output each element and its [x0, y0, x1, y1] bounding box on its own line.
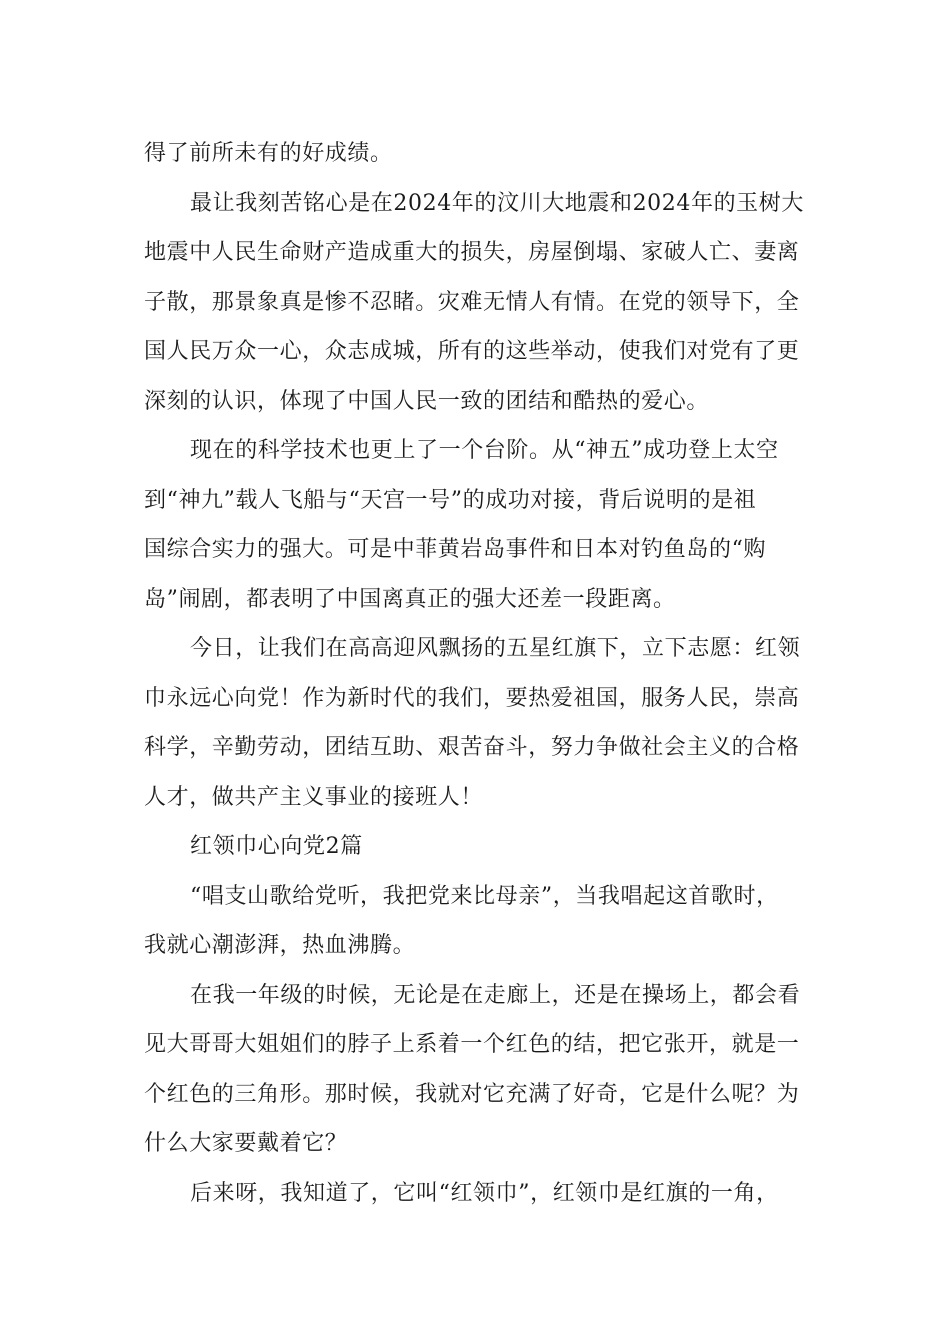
document-body: [144, 129, 808, 1218]
text-line: 最让我刻苦铭心是在2024年的汶川大地震和2024年的玉树大: [190, 190, 804, 216]
text-line: 人才，做共产主义事业的接班人！: [144, 784, 484, 810]
text-line: 到“神九”载人飞船与“天宫一号”的成功对接，背后说明的是祖: [144, 487, 757, 513]
text-line: “唱支山歌给党听，我把党来比母亲”，当我唱起这首歌时，: [190, 883, 779, 909]
text-line: 国综合实力的强大。可是中菲黄岩岛事件和日本对钓鱼岛的“购: [144, 537, 767, 562]
text-line: 科学，辛勤劳动，团结互助、艰苦奋斗，努力争做社会主义的合格: [144, 735, 800, 760]
text-line: 国人民万众一心，众志成城，所有的这些举动，使我们对党有了更: [144, 339, 800, 364]
text-line: 巾永远心向党！作为新时代的我们，要热爱祖国，服务人民，崇高: [144, 685, 800, 711]
text-line: 岛”闹剧，都表明了中国离真正的强大还差一段距离。: [144, 586, 676, 612]
text-line: 子散，那景象真是惨不忍睹。灾难无情人有情。在党的领导下，全: [144, 289, 800, 315]
text-line: 后来呀，我知道了，它叫“红领巾”，红领巾是红旗的一角，: [190, 1180, 779, 1206]
text-line: 现在的科学技术也更上了一个台阶。从“神五”成功登上太空: [190, 438, 779, 463]
text-line: 今日，让我们在高高迎风飘扬的五星红旗下，立下志愿：红领: [190, 636, 801, 661]
text-line: 见大哥哥大姐姐们的脖子上系着一个红色的结，把它张开，就是一: [144, 1032, 800, 1057]
section-heading: 红领巾心向党2篇: [190, 834, 363, 859]
text-line: 深刻的认识，体现了中国人民一致的团结和酷热的爱心。: [144, 388, 710, 414]
text-line: 地震中人民生命财产造成重大的损失，房屋倒塌、家破人亡、妻离: [144, 240, 800, 265]
text-line: 个红色的三角形。那时候，我就对它充满了好奇，它是什么呢？为: [144, 1081, 800, 1107]
text-line: 得了前所未有的好成绩。: [144, 141, 393, 166]
text-line: 我就心潮澎湃，热血沸腾。: [144, 933, 416, 958]
text-line: 什么大家要戴着它？: [144, 1131, 348, 1156]
text-line: 在我一年级的时候，无论是在走廊上，还是在操场上，都会看: [190, 982, 801, 1008]
